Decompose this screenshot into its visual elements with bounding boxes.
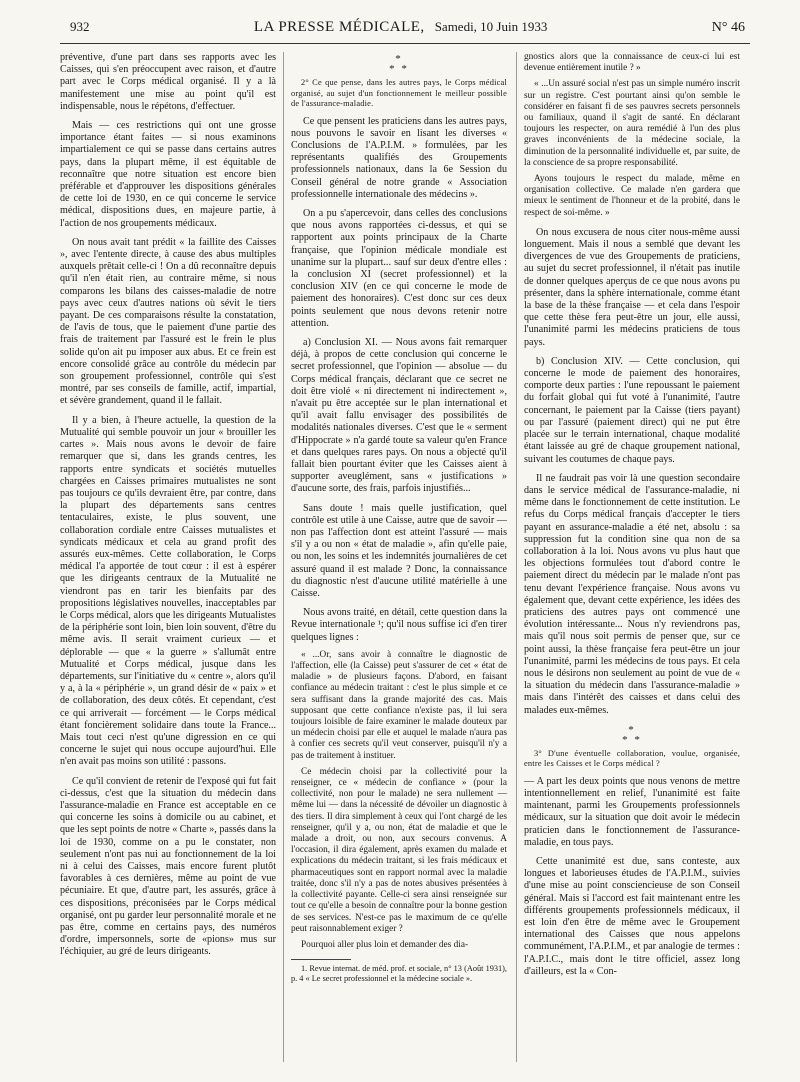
footnote-rule [291,959,351,960]
separator-star: * * [622,733,642,746]
paragraph: préventive, d'une part dans ses rapports avec les Caisses, qui s'en préoccupent avec raison, et d'autre part avec le Corps médical organisé. Il y a là manifestement une mise au point qu'il est indispensable, nous le répétons, d'effectuer. [60,52,276,112]
block-quote [524,52,740,219]
quote-paragraph: gnostics alors que la connaissance de ceux-ci lui est devenue entièrement inutile ? » [524,52,740,74]
separator-star: * [628,723,636,736]
journal-masthead [254,18,547,36]
column-right [524,52,740,978]
paragraph: On nous avait tant prédit « la faillite des Caisses », avec l'entente directe, à cause des abus multiples auxquels prêtait celle-ci ! On a dû reconnaître depuis qu'il n'en était rien, au contraire même, si nous comparons les bilans des caisses-maladie de notre pays avec ceux d'autres nations où sévit le tiers payant. De ces comparaisons résulte la constatation, de l'avis de tous, que le paiement d'une partie des frais de traitement par l'assuré est le frein le plus solide qu'on ait pu imposer aux abus. Et ce frein est encore consolidé grâce au contrôle du médecin par son groupement professionnel, contrôle qui s'est montré, par ses conseils de famille, actif, impartial, et sévère grandement, quand il le fallait. [60,236,276,407]
section-separator [524,725,740,745]
header-rule [60,43,750,44]
column-middle [291,52,507,984]
column-divider [283,52,284,1062]
quote-paragraph: « ...Un assuré social n'est pas un simple numéro inscrit sur un registre. C'est pourtant ainsi qu'on semble le considérer en faisant fi de ses pauvres secrets personnels ou familiaux, quand il s'agit de santé. En déclarant toujours les respecter, on aura remédié à l'un des plus graves inconvénients de la médecine sociale, la diminution de la personnalité individuelle et, par suite, de la conscience de sa propre responsabilité. [524,79,740,168]
quote-paragraph: Pourquoi aller plus loin et demander des dia- [301,939,469,950]
separator-star: * [395,53,403,65]
footnote: 1. Revue internat. de méd. prof. et sociale, n° 13 (Août 1931), p. 4 « Le secret professionnel et la médecine sociale ». [291,964,507,984]
paragraph: Il ne faudrait pas voir là une question secondaire dans le service médical de l'assurance-maladie, ni même dans le fonctionnement de cette institution. Le refus du Corps médical français d'accepter le tiers payant en assurance-maladie a été net, absolu : sa suppression fut la condition sine qua non de sa collaboration à la loi. Nous avons vu plus haut que les objections formulées tout d'abord contre le paiement direct du médecin par le malade n'ont pas tenu devant l'expérience française. Nous avons vu également que, devant cette expérience, les idées des praticiens des autres pays ont commencé une évolution intéressante... Nous n'y reviendrons pas, mais qu'il nous soit permis de penser que, sur ce point aussi, la thèse française fera peut-être un jour l'unanimité, parmi les médecins de tous pays. Et cela nous le désirons non seulement au point de vue de « la situation du médecin dans l'assurance-maladie » mais dans l'intérêt des caisses et dans celui des malades eux-mêmes. [524,472,740,716]
paragraph: Nous avons traité, en détail, cette question dans la Revue internationale ¹; qu'il nous suffise ici d'en tirer quelques lignes : [291,607,507,643]
quote-paragraph: « ...Or, sans avoir à connaître le diagnostic de l'affection, elle (la Caisse) peut s'assurer de cet « état de maladie » de plusieurs façons. D'abord, en faisant confiance au médecin traitant : c'est le plus simple et ce sera suffisant dans la grande majorité des cas. Mais supposant que cette confiance n'existe pas, il lui sera toujours loisible de faire examiner le malade douteux par un médecin choisi par elle et auquel le malade n'aura pas à confier ces secrets qu'il veut conserver, puisqu'il n'y a pas de traitement à instituer. [291,649,507,761]
paragraph: Ce que pensent les praticiens dans les autres pays, nous pouvons le savoir en lisant les diverses « Conclusions de l'A.P.I.M. » formulées, par les représentants qualifiés des Groupements professionnels nationaux, dans la 6e Session du Conseil général de notre grande « Association professionnelle internationale des médecins ». [291,115,507,200]
page-header [70,18,745,42]
journal-title: LA PRESSE MÉDICALE, [253,19,425,35]
section-heading: 2° Ce que pense, dans les autres pays, le Corps médical organisé, au sujet d'un fonctionnement le meilleur possible de l'assurance-maladie. [291,78,507,108]
paragraph: Sans doute ! mais quelle justification, quel contrôle est utile à une Caisse, autre que de savoir — non pas l'affection dont est atteint l'assuré — mais s'il y a ou non « état de maladie », afin qu'elle paie, ou non, les soins et les indemnités journalières de cet assuré quand il est malade ? Donc, la connaissance du diagnostic n'est d'aucune utilité matérielle à une Caisse. [291,502,507,600]
separator-star: * * [389,63,409,75]
paragraph: Mais — ces restrictions qui ont une grosse importance étant faites — si nous examinons impartialement ce qui se passe dans certains autres pays, dans la plupart même, il est équitable de reconnaître que notre situation est encore bien préférable et d'approuver les dispositions générales de cette loi de 1930, en ce qui concerne le service médical, dispositions dues, en majeure partie, à l'action de nos groupements médicaux. [60,120,276,229]
issue-date: Samedi, 10 Juin 1933 [434,19,548,34]
section-heading: 3° D'une éventuelle collaboration, voulue, organisée, entre les Caisses et le Corps médical ? [524,748,740,769]
issue-number: N° 46 [711,20,745,35]
paragraph: Il y a bien, à l'heure actuelle, la question de la Mutualité qui semble pouvoir un jour « brouiller les cartes ». Mais nous avons le devoir de faire remarquer que si, dans les grands centres, les rapports entre syndicats et sociétés mutuelles chargées en Caisses primaires mutualistes ne sont pas toujours ce qu'ils devraient être, par contre, dans la plupart des départements sans centres tentaculaires, existe, le plus souvent, une collaboration cordiale entre Caisses mutualistes et syndicats médicaux et cela au grand profit des assurés eux-mêmes. Cette collaboration, le Corps médical l'a apportée de tout cœur : il est à espérer que les dirigeants centraux de la Mutualité ne viendront pas en tarir les bienfaits par des propositions législatives nouvelles, inacceptables par le Corps médical, alors que les dirigeants Mutualistes de la périphérie sont loin, bien loin souvent, d'être du même avis. Il serait vraiment curieux — et déplorable — que « la guerre » s'allumât entre Mutualité et Corps médical, jusque dans les départements, sur l'initiative du « centre », alors qu'il y a, à la « périphérie », un grand désir de « paix » et de collaboration, des deux côtés. Et cependant, c'est ce qui arriverait — forcément — le Corps médical étant foncièrement solidaire dans toute la France... Mais tout ceci n'est qu'une digression en ce qui concerne le sujet qui nous occupe aujourd'hui. Elle n'en avait pas moins son utilité : passons. [60,414,276,768]
page-number: 932 [70,19,90,34]
paragraph: Cette unanimité est due, sans conteste, aux longues et laborieuses études de l'A.P.I.M., suivies d'une mise au point consciencieuse de son Conseil général. Mais si l'accord est fait maintenant entre les différents groupements professionnels médicaux, il est loin d'en être de même avec le Groupement international des Caisses que nous appelons communément, l'A.P.I.M., et par analogie de termes : l'A.P.I.C., mais dont le titre officiel, assez long d'ailleurs, est la « Con- [524,855,740,977]
paragraph: On a pu s'apercevoir, dans celles des conclusions que nous avons rapportées ci-dessus, et qui se rapportent aux points principaux de la Charte française, que l'opinion médicale mondiale est unanime sur la plupart... sauf sur deux d'entre elles : la conclusion XI (secret professionnel) et la conclusion XIV (en ce qui concerne le mode de paiement des honoraires). C'est donc sur ces deux points seulement que nous devons retenir notre attention. [291,207,507,329]
column-left [60,52,276,959]
quote-paragraph: Ayons toujours le respect du malade, même en organisation collective. Ce malade n'en gardera que mieux le sentiment de l'honneur et de la probité, dans le respect de soi-même. » [524,174,740,218]
section-separator [291,54,507,74]
quote-paragraph: Ce médecin choisi par la collectivité pour la renseigner, ce « médecin de confiance » (pour la collectivité, non pour le malade) ne sera nullement — même lui — dans la nécessité de dévoiler un diagnostic à des tiers. Il dira simplement à ceux qui l'ont chargé de les renseigner, qu'il y a, ou non, état de maladie et que le malade a droit, ou non, aux secours convenus. A l'occasion, il dira également, après examen du malade et explications du médecin traitant, si les frais médicaux et pharmaceutiques sont en rapport normal avec la maladie traitée, donc s'il n'y a pas de notes abusives présentées à la collectivité payante. Celle-ci sera ainsi renseignée sur tout ce qu'elle a besoin de connaître pour la bonne gestion de ses services. N'est-ce pas le maximum de ce qu'elle peut raisonnablement exiger ? [291,766,507,934]
paragraph: b) Conclusion XIV. — Cette conclusion, qui concerne le mode de paiement des honoraires, comporte deux parties : l'une repoussant le paiement du forfait global qui fut voté à l'unanimité, l'autre concernant, le paiement par la Caisse (tiers payant) ou par l'assuré (paiement direct) qui ne put être placée sur le terrain international, chaque modalité étant laissée au gré de chaque groupement national, suivant les coutumes de chaque pays. [524,355,740,465]
paragraph: Ce qu'il convient de retenir de l'exposé qui fut fait ci-dessus, c'est que la situation du médecin dans l'assurance-maladie en France est acceptable en ce qui concerne les soins à domicile ou au cabinet, et que les sept points de notre « Charte », passés dans la loi de 1930, comme on a pu le constater, non seulement n'ont pas nui au fonctionnement de la loi ni à celui des Caisses, mais encore furent plutôt favorables à ces dernières, même au point de vue pécuniaire. Et que, d'autre part, les assurés, grâce à ces dispositions, préconisées par le Corps médical organisé, ont pu garder leur personnalité morale et ne pas être, comme en certains pays, des numéros d'ordre, impersonnels, sorte de «pions» mus sur l'échiquier, au gré de leurs dirigeants. [60,775,276,958]
paragraph: On nous excusera de nous citer nous-même aussi longuement. Mais il nous a semblé que devant les divergences de vue des Groupements de praticiens, au sujet du secret professionnel, il n'était pas inutile de donner quelques aperçus de ce que nous avons pu présenter, dans la sphère internationale, comme étant la base de la thèse française — et cela dans l'espoir que cette thèse fera peut-être un jour, elle aussi, l'unanimité parmi les médecins praticiens de tous pays. [524,226,740,348]
paragraph: a) Conclusion XI. — Nous avons fait remarquer déjà, à propos de cette conclusion qui concerne le secret professionnel, que l'opinion — absolue — du Corps médical français, déclarant que ce secret ne doit être violé « ni directement ni indirectement », n'avait pu être acceptée sur le plan international et qu'il avait fallu envisager des possibilités de modalités nationales diverses. C'est que le « serment d'Hippocrate » n'a gardé toute sa valeur qu'en France et dans quelques rares pays. On nous a objecté qu'il fallait bien pourtant éviter que les Caisses aient à supporter aveuglément, sans « justifications » d'aucune sorte, des frais, parfois injustifiés... [291,336,507,495]
column-divider [516,52,517,1062]
block-quote [291,650,507,951]
paragraph: — A part les deux points que nous venons de mettre intentionnellement en relief, l'unanimité est faite maintenant, parmi les Groupements professionnels médicaux, sur la situation que doit avoir le médecin praticien dans le fonctionnement de l'assurance-maladie, en tous pays. [524,775,740,848]
